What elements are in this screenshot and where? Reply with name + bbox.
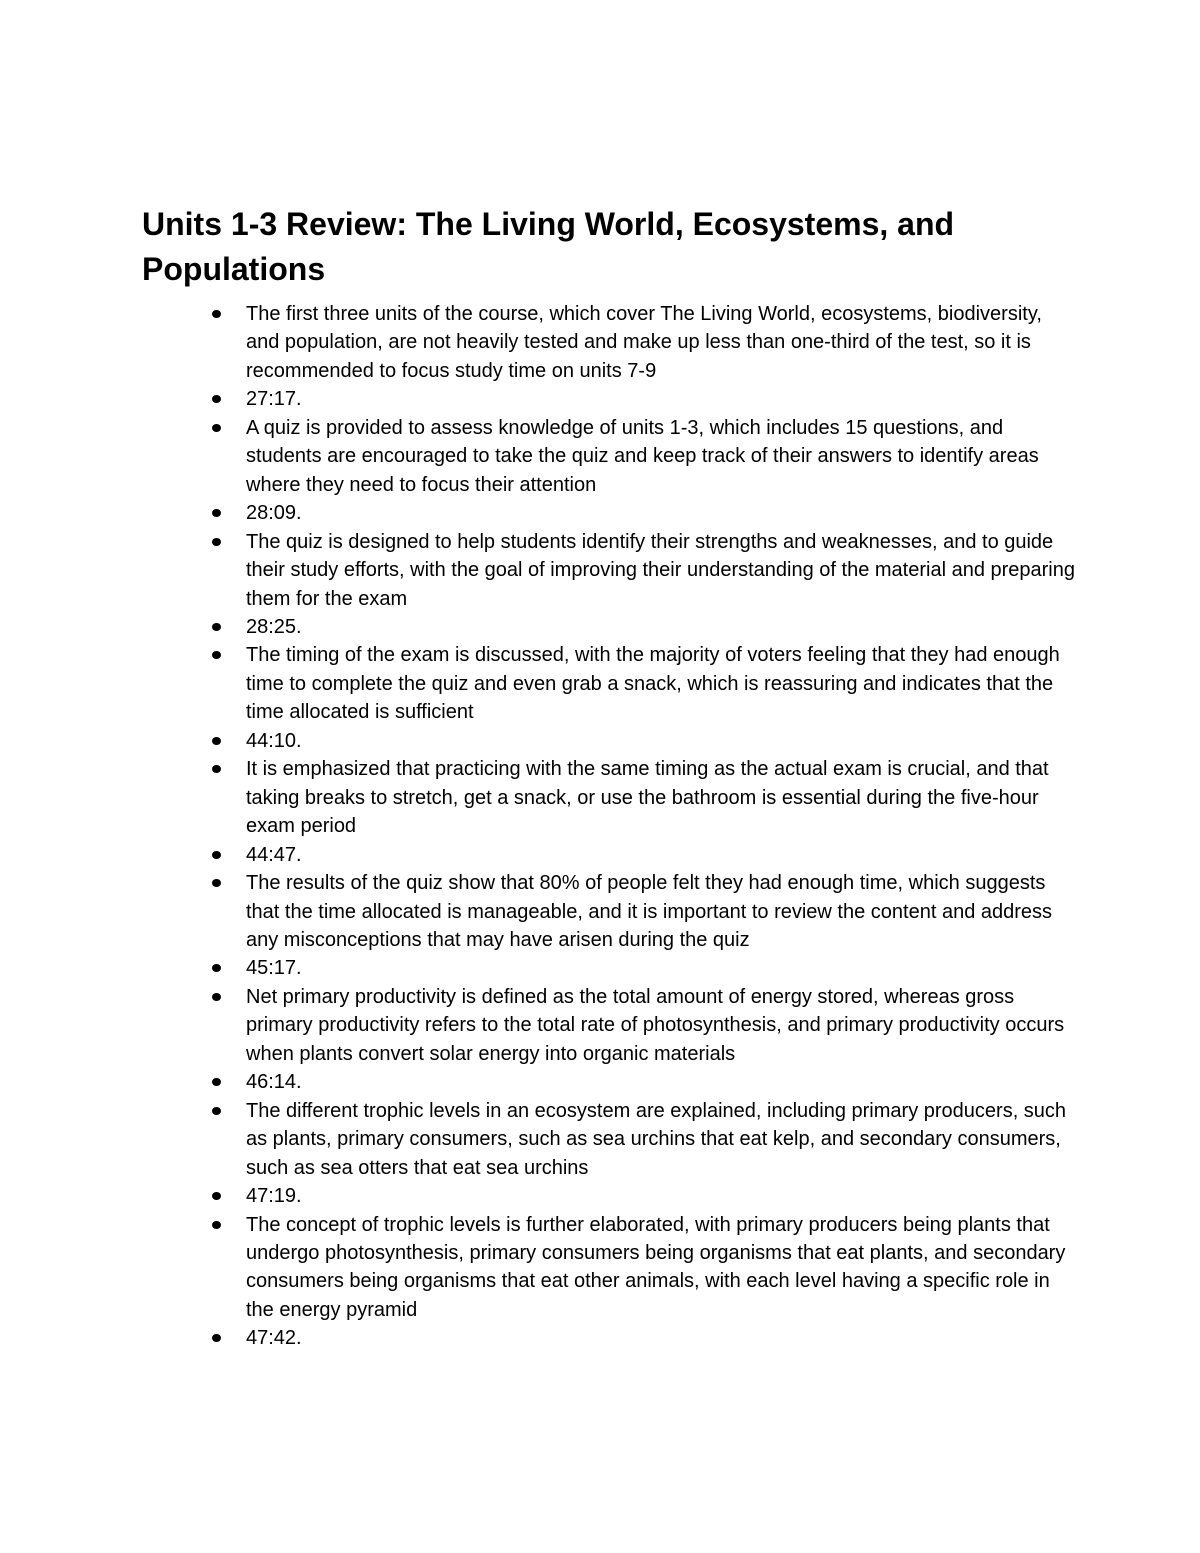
list-item-3 (0, 414, 1076, 499)
list-item-text: The first three units of the course, which cover The Living World, ecosystems, biodiversity, and population, are not heavily tested and make up less than one-third of the test, so it is recommended to focus study time on units 7-9 (246, 303, 1042, 382)
list-item-text: 28:25. (246, 615, 302, 638)
bullet-dot-icon (212, 1221, 221, 1229)
bullet-dot-icon (212, 538, 221, 546)
bullet-dot-icon (212, 1107, 221, 1115)
list-item-13 (0, 983, 1076, 1068)
list-item-text: 44:10. (246, 729, 302, 752)
list-item-text: The timing of the exam is discussed, with the majority of voters feeling that they had enough time to complete the quiz and even grab a snack, which is reassuring and indicates that the time allocated is sufficient (246, 644, 1060, 724)
list-item-text: 47:19. (246, 1185, 302, 1208)
list-item-5 (0, 528, 1076, 613)
list-item-11 (0, 869, 1076, 954)
bullet-dot-icon (212, 1078, 221, 1086)
bullet-dot-icon (212, 765, 221, 773)
list-item-text: 46:14. (246, 1071, 302, 1094)
bullet-dot-icon (212, 737, 221, 745)
bullet-dot-icon (212, 1192, 221, 1200)
list-item-text: 47:42. (246, 1327, 302, 1350)
list-item-text: The results of the quiz show that 80% of people felt they had enough time, which suggests that the time allocated is manageable, and it is important to review the content and address any misconceptions that may have arisen during the quiz (246, 872, 1053, 951)
list-item-text: Net primary productivity is defined as the total amount of energy stored, whereas gross primary productivity refers to the total rate of photosynthesis, and primary productivity occurs when plants convert solar energy into organic materials (246, 985, 1065, 1065)
document-title: Units 1-3 Review: The Living World, Ecosystems, and Populations (142, 206, 955, 287)
list-item-12 (0, 954, 1076, 982)
list-item-text: A quiz is provided to assess knowledge of units 1-3, which includes 15 questions, and students are encouraged to take the quiz and keep track of their answers to identify areas where they need to focus their attention (246, 416, 1039, 496)
list-item-text: The concept of trophic levels is further elaborated, with primary producers being plants that undergo photosynthesis, primary consumers being organisms that eat plants, and secondary consumers being organisms that eat other animals, with each level having a specific role in the energy pyramid (246, 1213, 1066, 1321)
bullet-dot-icon (212, 851, 221, 859)
bullet-list (0, 300, 1200, 1353)
list-item-text: It is emphasized that practicing with the same timing as the actual exam is crucial, and that taking breaks to stretch, get a snack, or use the bathroom is essential during the five-hour exam period (246, 758, 1049, 838)
bullet-dot-icon (212, 1334, 221, 1342)
list-item-text: The quiz is designed to help students identify their strengths and weaknesses, and to guide their study efforts, with the goal of improving their understanding of the material and preparing them for the exam (246, 530, 1075, 610)
bullet-dot-icon (212, 424, 221, 432)
list-item-9 (0, 755, 1076, 840)
list-item-16 (0, 1182, 1076, 1210)
list-item-18 (0, 1324, 1076, 1352)
list-item-10 (0, 841, 1076, 869)
list-item-6 (0, 613, 1076, 641)
bullet-dot-icon (212, 964, 221, 972)
list-item-8 (0, 727, 1076, 755)
bullet-dot-icon (212, 879, 221, 887)
bullet-dot-icon (212, 509, 221, 517)
list-item-7 (0, 641, 1076, 726)
bullet-dot-icon (212, 623, 221, 631)
bullet-dot-icon (212, 993, 221, 1001)
list-item-text: 44:47. (246, 843, 302, 866)
list-item-text: 28:09. (246, 502, 302, 525)
bullet-dot-icon (212, 310, 221, 318)
bullet-dot-icon (212, 395, 221, 403)
list-item-14 (0, 1068, 1076, 1096)
list-item-17 (0, 1211, 1076, 1325)
list-item-4 (0, 499, 1076, 527)
list-item-text: The different trophic levels in an ecosystem are explained, including primary producers, such as plants, primary consumers, such as sea urchins that eat kelp, and secondary consumers, such as sea otters that eat sea urchins (246, 1099, 1067, 1179)
list-item-15 (0, 1097, 1076, 1182)
list-item-2 (0, 385, 1076, 413)
list-item-text: 45:17. (246, 957, 302, 980)
bullet-dot-icon (212, 651, 221, 659)
list-item-1 (0, 300, 1076, 385)
list-item-text: 27:17. (246, 388, 302, 411)
